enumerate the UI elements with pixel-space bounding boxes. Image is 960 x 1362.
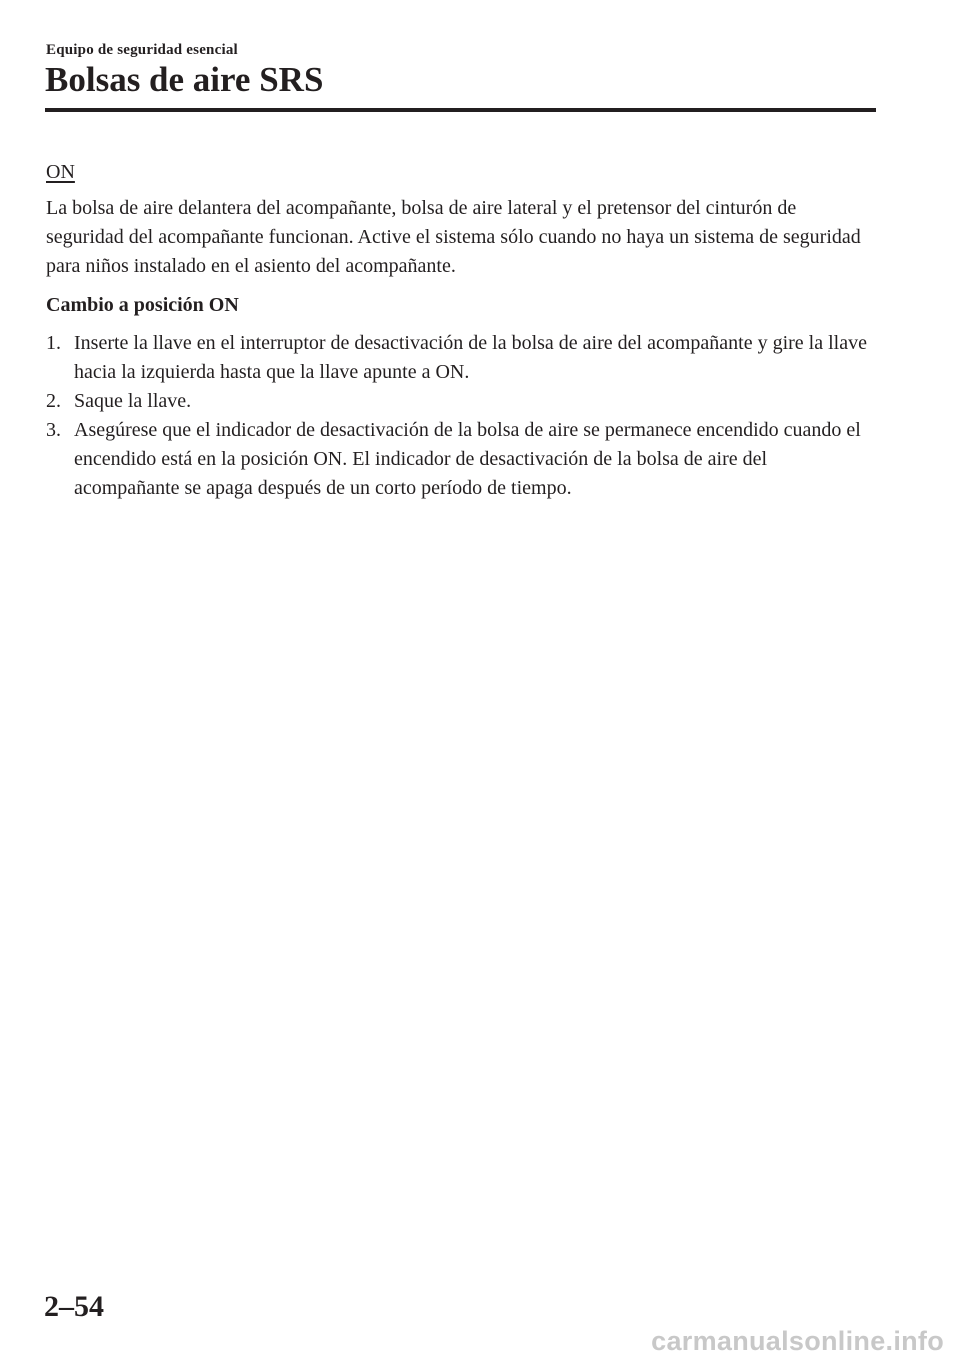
steps-list: [46, 329, 876, 503]
step-text: Saque la llave.: [74, 390, 192, 412]
step-text: Inserte la llave en el interruptor de desactivación de la bolsa de aire del acompañante y gire la llave hacia la izquierda hasta que la llave apunte a ON.: [74, 332, 867, 383]
page-number: 2–54: [44, 1290, 104, 1323]
subheading-on: ON: [46, 161, 75, 183]
step-text: Asegúrese que el indicador de desactivación de la bolsa de aire se permanece encendido cuando el encendido está en la posición ON. El indicador de desactivación de la bolsa de aire del acompañante se apaga después de un corto período de tiempo.: [74, 419, 861, 499]
step-item: [46, 387, 876, 416]
step-number: 1.: [46, 332, 61, 354]
step-number: 3.: [46, 419, 61, 441]
section-label: Equipo de seguridad esencial: [46, 42, 238, 58]
page-title: Bolsas de aire SRS: [45, 60, 324, 99]
step-item: [46, 329, 876, 387]
step-item: [46, 416, 876, 503]
watermark-link[interactable]: carmanualsonline.info: [651, 1326, 944, 1356]
step-number: 2.: [46, 390, 61, 412]
main-content: [46, 158, 876, 503]
title-divider: [45, 108, 876, 112]
procedure-heading: Cambio a posición ON: [46, 294, 239, 316]
body-paragraph: La bolsa de aire delantera del acompañante, bolsa de aire lateral y el pretensor del cinturón de seguridad del acompañante funcionan. Active el sistema sólo cuando no haya un sistema de seguridad para niños instalado en el asiento del acompañante.: [46, 197, 861, 277]
